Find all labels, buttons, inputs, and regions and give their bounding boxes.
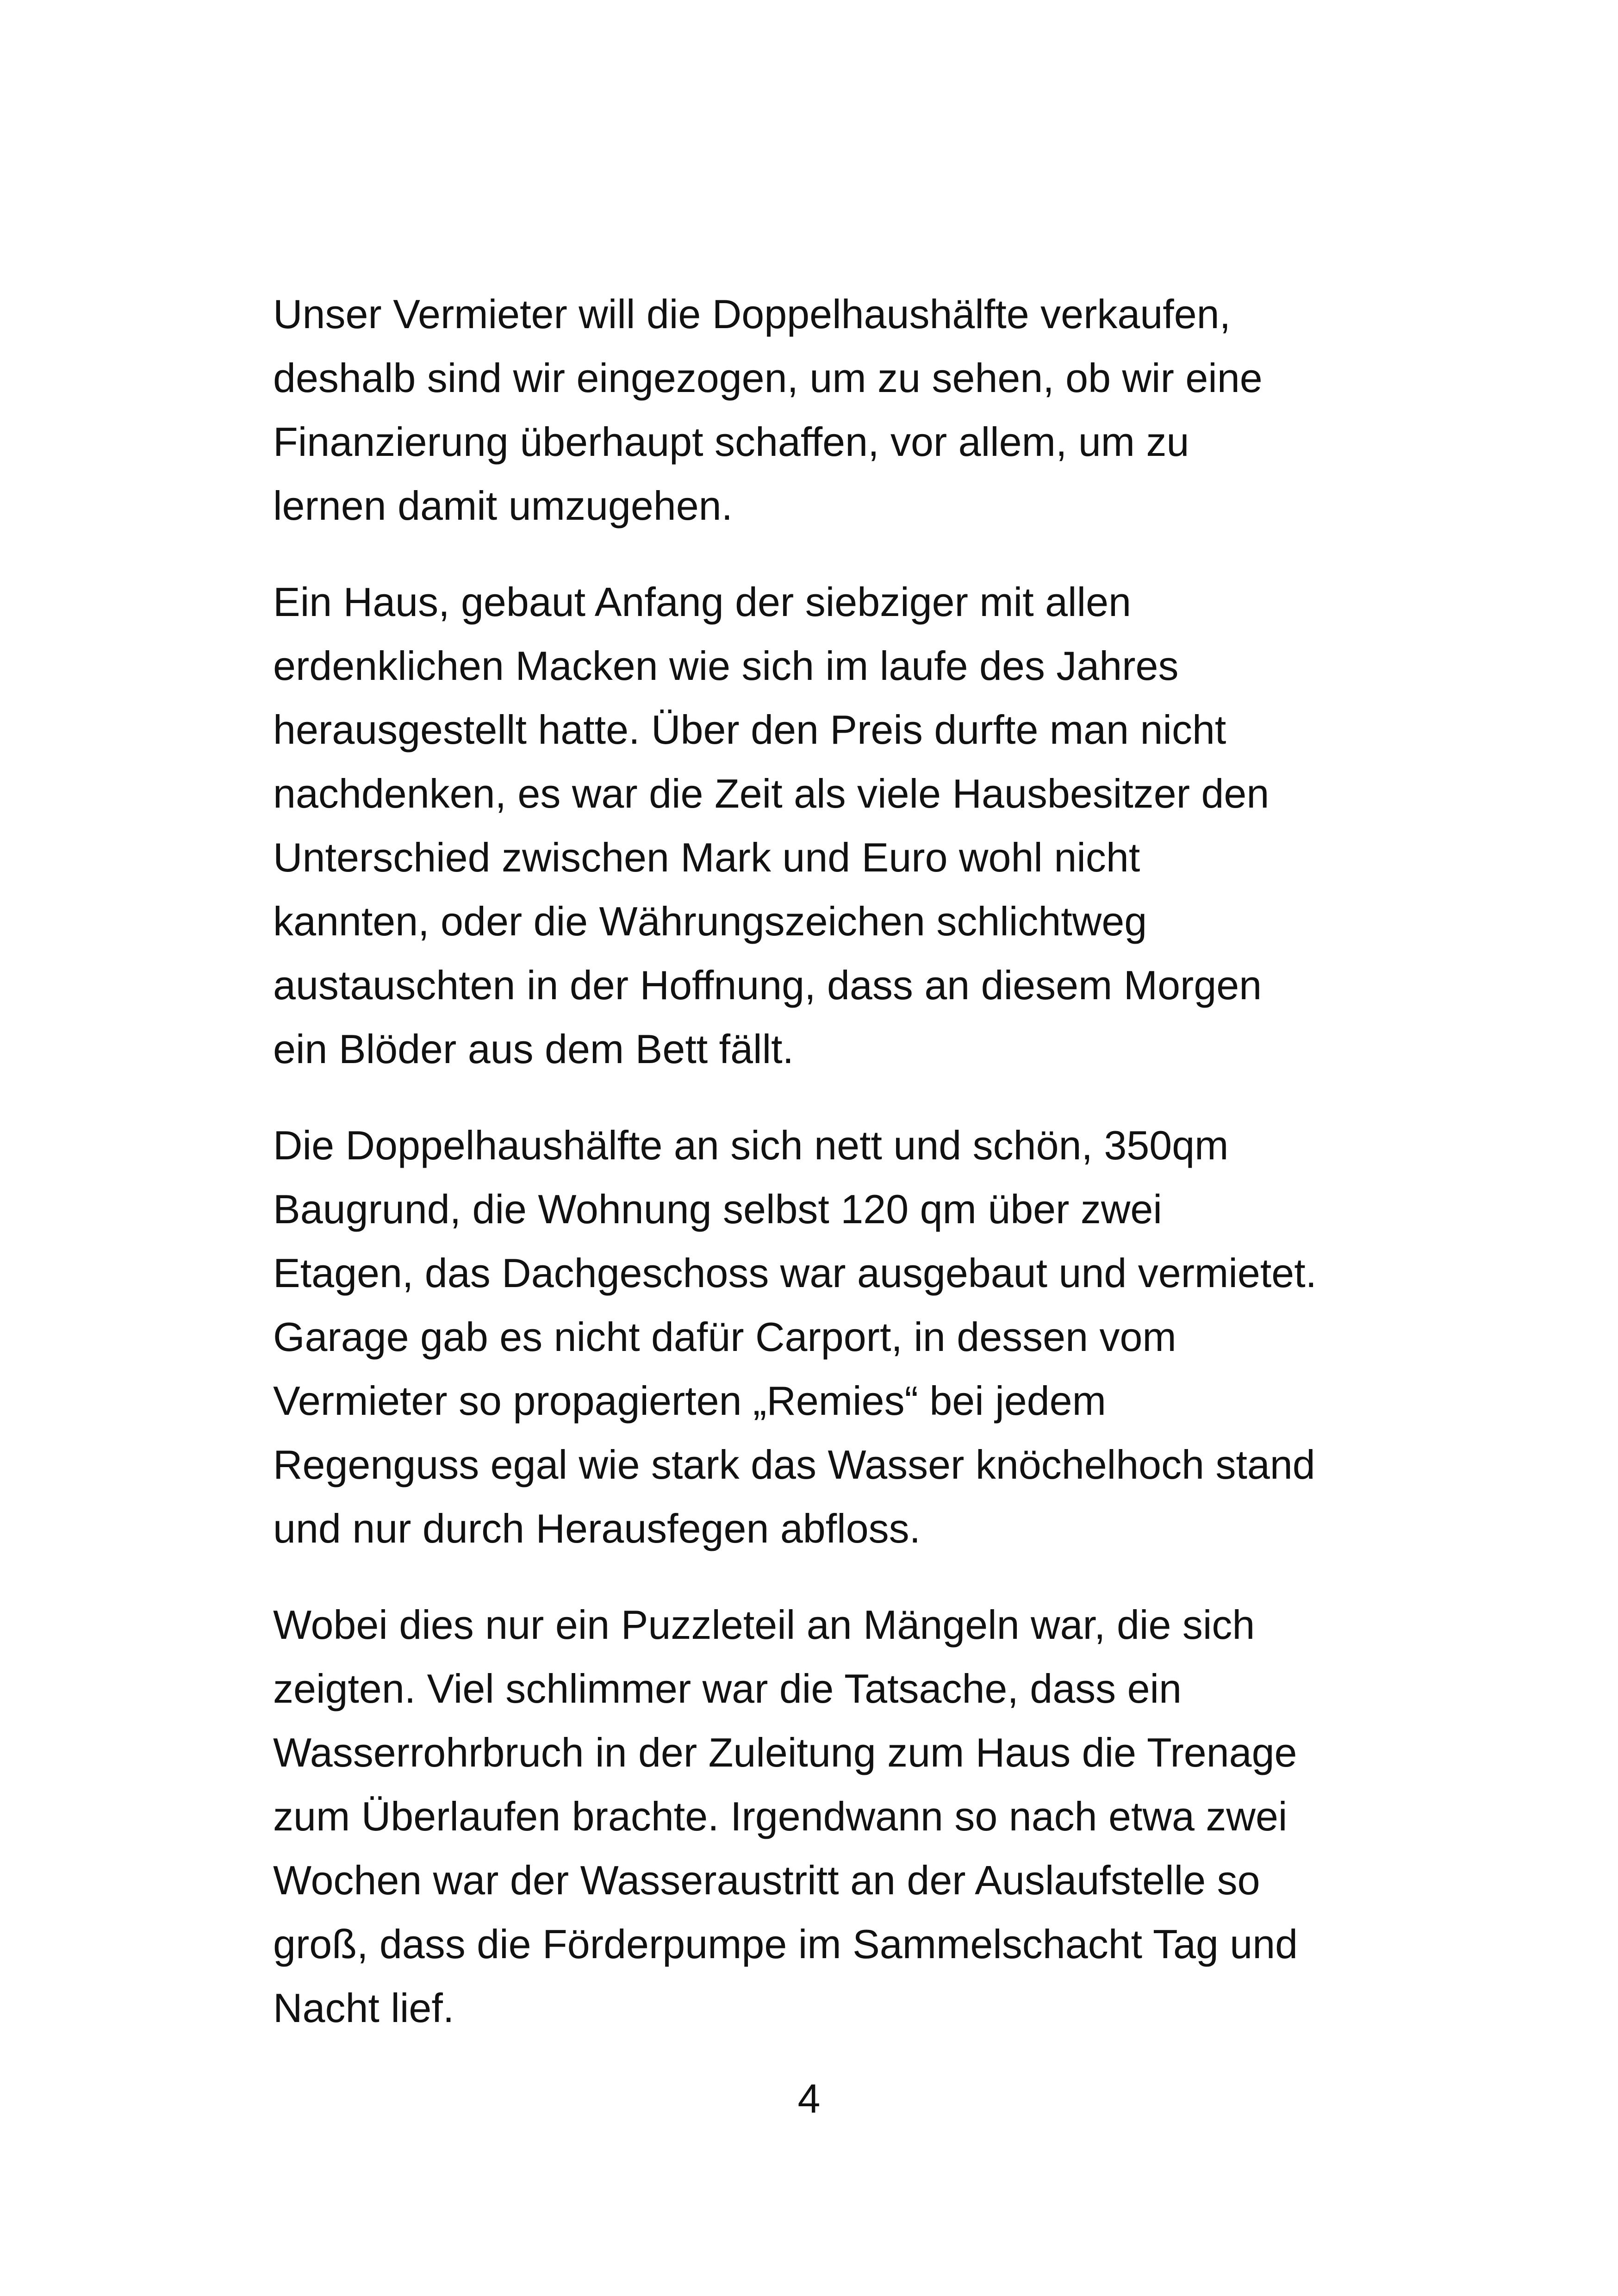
text-line: erdenklichen Macken wie sich im laufe des Jahres xyxy=(273,643,1179,689)
text-line: Wochen war der Wasseraustritt an der Auslaufstelle so xyxy=(273,1857,1260,1903)
paragraph-4 xyxy=(273,1593,1365,2040)
body-text xyxy=(273,282,1365,2072)
text-line: Wasserrohrbruch in der Zuleitung zum Haus die Trenage xyxy=(273,1730,1297,1775)
page-number: 4 xyxy=(797,2076,821,2122)
text-line: Unterschied zwischen Mark und Euro wohl nicht xyxy=(273,834,1140,880)
text-line: herausgestellt hatte. Über den Preis durfte man nicht xyxy=(273,707,1226,753)
text-line: lernen damit umzugehen. xyxy=(273,483,733,529)
text-line: kannten, oder die Währungszeichen schlichtweg xyxy=(273,898,1147,944)
text-line: austauschten in der Hoffnung, dass an diesem Morgen xyxy=(273,962,1262,1008)
text-line: Etagen, das Dachgeschoss war ausgebaut und vermietet. xyxy=(273,1250,1317,1296)
text-line: Baugrund, die Wohnung selbst 120 qm über zwei xyxy=(273,1186,1162,1232)
text-line: Regenguss egal wie stark das Wasser knöchelhoch stand xyxy=(273,1442,1315,1487)
text-line: Unser Vermieter will die Doppelhaushälfte verkaufen, xyxy=(273,291,1231,337)
text-line: Wobei dies nur ein Puzzleteil an Mängeln war, die sich xyxy=(273,1602,1255,1648)
text-line: Garage gab es nicht dafür Carport, in dessen vom xyxy=(273,1314,1176,1360)
text-line: Nacht lief. xyxy=(273,1985,454,2031)
text-line: Ein Haus, gebaut Anfang der siebziger mit allen xyxy=(273,579,1132,625)
text-line: und nur durch Herausfegen abfloss. xyxy=(273,1506,921,1551)
text-line: Vermieter so propagierten „Remies“ bei jedem xyxy=(273,1378,1106,1424)
text-line: Finanzierung überhaupt schaffen, vor allem, um zu xyxy=(273,419,1189,465)
paragraph-1 xyxy=(273,282,1365,538)
text-line: zum Überlaufen brachte. Irgendwann so nach etwa zwei xyxy=(273,1793,1288,1839)
text-line: nachdenken, es war die Zeit als viele Hausbesitzer den xyxy=(273,771,1270,816)
paragraph-3 xyxy=(273,1114,1365,1561)
text-line: ein Blöder aus dem Bett fällt. xyxy=(273,1026,794,1072)
text-line: groß, dass die Förderpumpe im Sammelschacht Tag und xyxy=(273,1921,1298,1967)
text-line: Die Doppelhaushälfte an sich nett und schön, 350qm xyxy=(273,1122,1229,1168)
text-line: deshalb sind wir eingezogen, um zu sehen, ob wir eine xyxy=(273,355,1263,401)
text-line: zeigten. Viel schlimmer war die Tatsache, dass ein xyxy=(273,1666,1182,1711)
paragraph-2 xyxy=(273,570,1365,1081)
